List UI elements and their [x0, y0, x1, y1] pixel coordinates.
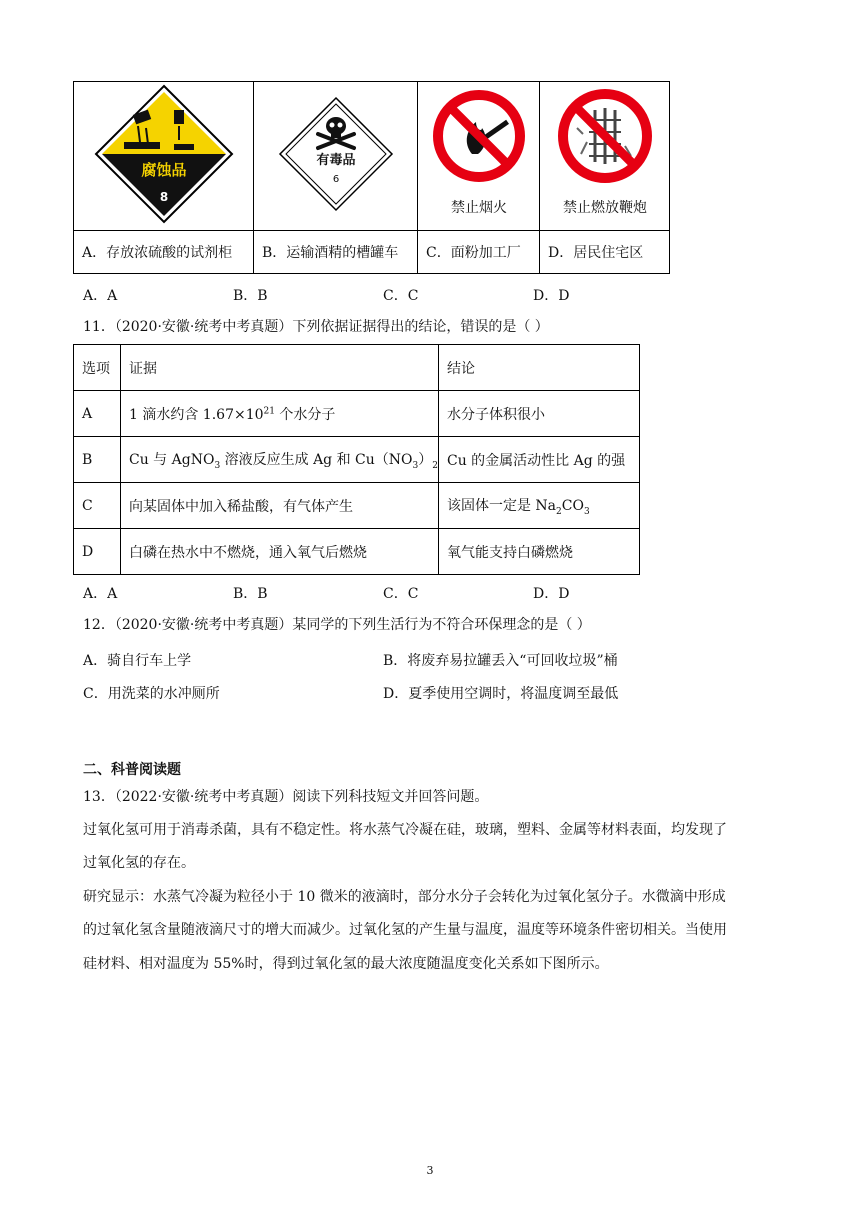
sign-cell-corrosive — [74, 82, 254, 231]
table-row — [74, 529, 640, 575]
caption-b: B．运输酒精的槽罐车 — [254, 231, 418, 274]
table-row — [74, 437, 640, 483]
row-evidence: Cu 与 AgNO$_3$ 溶液反应生成 Ag 和 $Cu(NO_3)_2$ — [121, 437, 439, 483]
passage-line: 硅材料、相对温度为 55%时，得到过氧化氢的最大浓度随温度变化关系如下图所示。 — [83, 956, 609, 972]
sign-cell-no-fire — [418, 82, 540, 231]
corrosive-diamond-icon — [94, 84, 234, 224]
sign-label: 有毒品 — [315, 153, 356, 168]
row-option: C — [74, 483, 121, 529]
row-option: A — [74, 391, 121, 437]
passage-line: 研究显示：水蒸气冷凝为粒径小于 10 微米的液滴时，部分水分子会转化为过氧化氢分子。水微滴中形成 — [83, 889, 726, 905]
header-evidence: 证据 — [121, 345, 439, 391]
option-b[interactable]: B．B — [233, 586, 268, 602]
option-d[interactable]: D．夏季使用空调时，将温度调至最低 — [383, 686, 619, 702]
q12-stem: 12．（2020·安徽·统考中考真题）某同学的下列生活行为不符合环保理念的是（ ） — [83, 617, 591, 633]
table-row — [74, 391, 640, 437]
header-conclusion: 结论 — [438, 345, 639, 391]
q13-stem: 13．（2022·安徽·统考中考真题）阅读下列科技短文并回答问题。 — [83, 789, 489, 805]
sign-label: 腐蚀品 — [140, 161, 187, 179]
table-header-row — [74, 345, 640, 391]
option-b[interactable]: B．B — [233, 288, 268, 304]
passage-line: 过氧化氢可用于消毒杀菌，具有不稳定性。将水蒸气冷凝在硅，玻璃，塑料、金属等材料表面，均发现了 — [83, 822, 727, 838]
row-evidence: 白磷在热水中不燃烧，通入氧气后燃烧 — [121, 529, 439, 575]
sign-cell-toxic — [254, 82, 418, 231]
row-evidence: 1 滴水约含 $1.67\times 10^{21}$ 个水分子 — [121, 391, 439, 437]
sign-label: 禁止烟火 — [450, 200, 507, 216]
header-option: 选项 — [74, 345, 121, 391]
option-c[interactable]: C．用洗菜的水冲厕所 — [83, 686, 220, 702]
row-evidence: 向某固体中加入稀盐酸，有气体产生 — [121, 483, 439, 529]
option-a[interactable]: A．A — [83, 586, 118, 602]
option-b[interactable]: B．将废弃易拉罐丢入“可回收垃圾”桶 — [383, 653, 618, 669]
option-c[interactable]: C．C — [383, 288, 419, 304]
caption-c: C．面粉加工厂 — [418, 231, 540, 274]
sign-number: 6 — [332, 174, 339, 185]
sign-label: 禁止燃放鞭炮 — [562, 200, 647, 216]
q11-stem: 11．（2020·安徽·统考中考真题）下列依据证据得出的结论，错误的是（ ） — [83, 319, 549, 335]
caption-d: D．居民住宅区 — [540, 231, 670, 274]
passage-line: 过氧化氢的存在。 — [83, 855, 195, 871]
sign-cell-no-firecracker — [540, 82, 670, 231]
no-firecracker-icon — [545, 84, 665, 224]
option-a[interactable]: A．骑自行车上学 — [83, 653, 192, 669]
section-title: 二、科普阅读题 — [83, 762, 181, 778]
row-conclusion: 该固体一定是 $Na_2CO_3$ — [438, 483, 639, 529]
row-conclusion: 水分子体积很小 — [438, 391, 639, 437]
option-d[interactable]: D．D — [533, 586, 570, 602]
table-row — [74, 483, 640, 529]
option-c[interactable]: C．C — [383, 586, 419, 602]
row-option: B — [74, 437, 121, 483]
page-number: 3 — [426, 1164, 434, 1177]
caption-a: A．存放浓硫酸的试剂柜 — [74, 231, 254, 274]
passage-line: 的过氧化氢含量随液滴尺寸的增大而减少。过氧化氢的产生量与温度，温度等环境条件密切相关。当使用 — [83, 922, 727, 938]
sign-table — [73, 81, 670, 274]
evidence-table — [73, 344, 640, 575]
option-a[interactable]: A．A — [83, 288, 118, 304]
toxic-skull-diamond-icon — [278, 96, 394, 212]
row-conclusion: Cu 的金属活动性比 Ag 的强 — [438, 437, 639, 483]
row-conclusion: 氧气能支持白磷燃烧 — [438, 529, 639, 575]
option-d[interactable]: D．D — [533, 288, 570, 304]
no-fire-icon — [424, 84, 534, 224]
sign-number: 8 — [159, 190, 168, 204]
row-option: D — [74, 529, 121, 575]
